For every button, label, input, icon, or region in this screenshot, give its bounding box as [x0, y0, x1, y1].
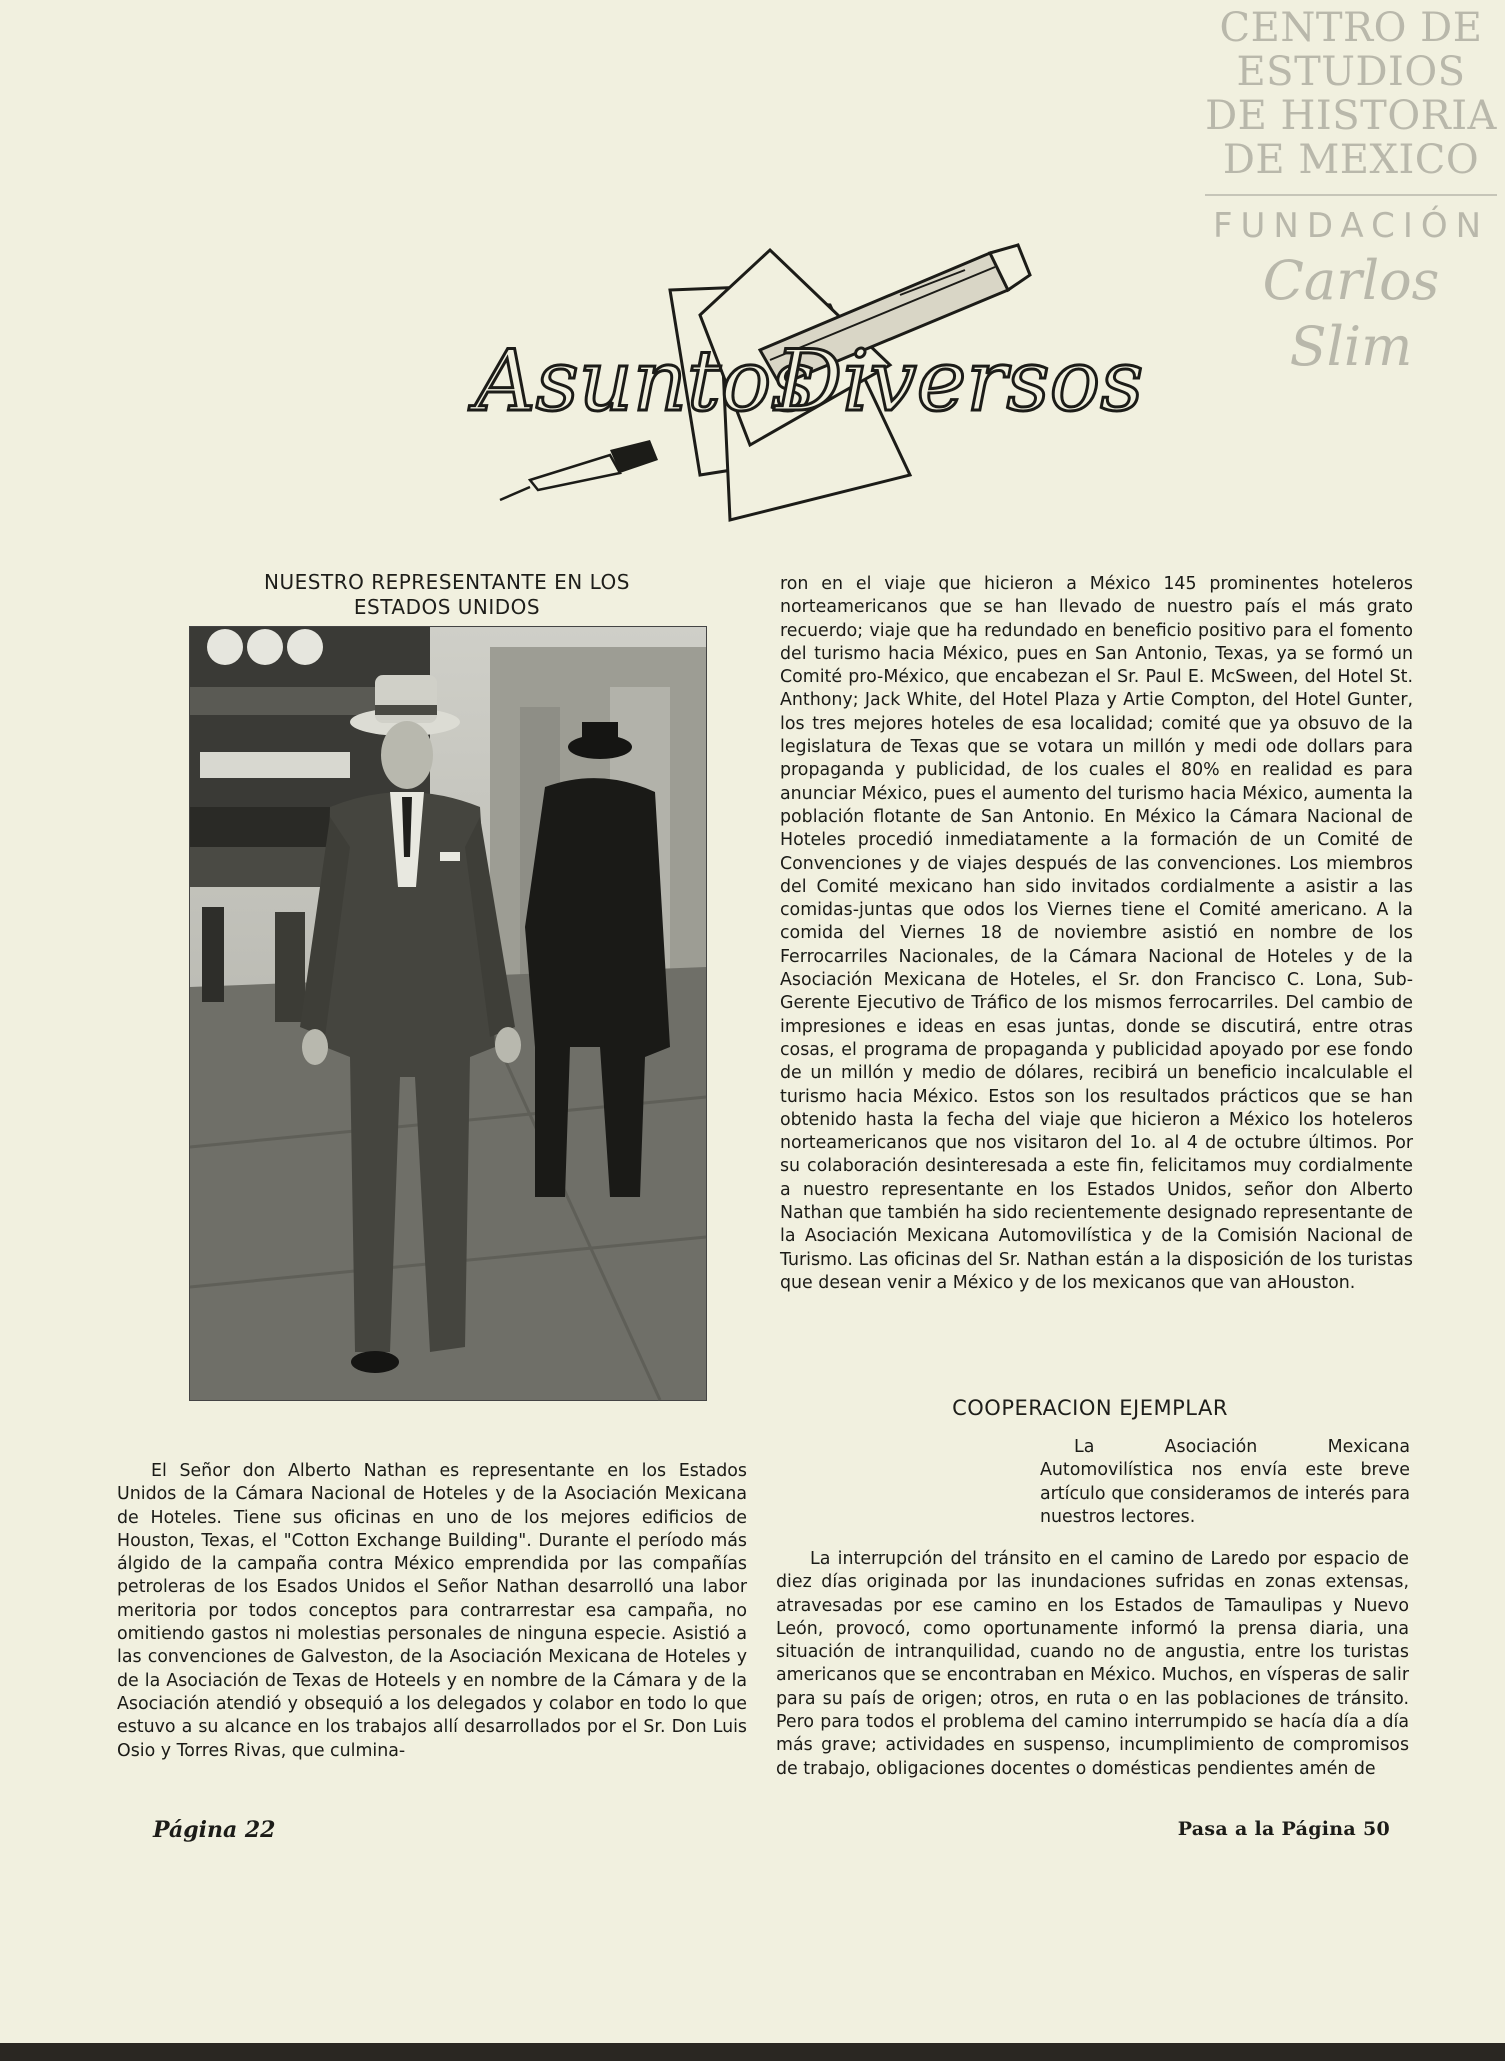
article-heading-line: ESTADOS UNIDOS [353, 595, 541, 619]
watermark-line: DE MEXICO [1222, 137, 1480, 183]
continued-on-page: Pasa a la Página 50 [1177, 1818, 1390, 1840]
watermark-signature: Carlos Slim [1262, 249, 1440, 378]
watermark-line: CENTRO DE [1219, 5, 1483, 51]
article2-body [776, 1548, 1409, 1781]
article1-right-paragraph: ron en el viaje que hicieron a México 145 prominentes hoteleros norteamericanos que se han llevado de nuestro país el más grato recuerdo; viaje que ha redundado en beneficio positivo para el fomento del turismo hacia México, pues en San Antonio, Texas, ya se formó un Comité pro-México, que encabezan el Sr. Paul E. McSween, del Hotel St. Anthony; Jack White, del Hotel Plaza y Artie Compton, del Hotel Gunter, los tres mejores hoteles de esa localidad; comité que ya obsuvo de la legislatura de Texas que se votara un millón y medi ode dollars para propaganda y publicidad, de los cuales el 80% en realidad es para anunciar México, pues el aumento del turismo hacia México, aumenta la población flotante de San Antonio. En México la Cámara Nacional de Hoteles procedió inmediatamente a la formación de un Comité de Convenciones y de viajes después de las convenciones. Los miembros del Comité mexicano han sido invitados cordialmente a asistir a las comidas-juntas que odos los Viernes tiene el Comité americano. A la comida del Viernes 18 de noviembre asistió en nombre de los Ferrocarriles Nacionales, de la Cámara Nacional de Hoteles y de la Asociación Mexicana de Hoteles, el Sr. don Francisco C. Lona, Sub-Gerente Ejecutivo de Tráfico de los mismos ferrocarriles. Del cambio de impresiones e ideas en esas juntas, donde se discutirá, entre otras cosas, el programa de propaganda y publicidad apoyado por ese fondo de un millón y medio de dólares, recibirá un beneficio incalculable el turismo hacia México. Estos son los resultados prácticos que se han obtenido hasta la fecha del viaje que hicieron a México los hoteleros norteamericanos que nos visitaron del 1o. al 4 de octubre últimos. Por su colaboración desinteresada a este fin, felicitamos muy cordialmente a nuestro representante en los Estados Unidos, señor don Alberto Nathan que también ha sido recientemente designado representante de la Asociación Mexicana Automovilística y de la Comisión Nacional de Turismo. Las oficinas del Sr. Nathan están a la disposición de los turistas que desean venir a México y de los mexicanos que van aHouston. [780, 574, 1413, 1293]
watermark [1205, 6, 1497, 380]
article-heading [189, 570, 705, 620]
article1-right-text [780, 573, 1413, 1295]
header-logo [470, 245, 1144, 535]
watermark-divider [1205, 194, 1497, 196]
header-word-asuntos: Asuntos [475, 332, 815, 430]
article-heading-line: NUESTRO REPRESENTANTE EN LOS [264, 570, 630, 594]
watermark-line: ESTUDIOS [1236, 49, 1466, 95]
article1-left-text [117, 1460, 747, 1763]
article2-intro-paragraph: La Asociación Mexicana Automovilística nos envía este breve artículo que consideramos de interés para nuestros lectores. [1040, 1437, 1410, 1527]
scan-edge [0, 2043, 1505, 2061]
page-number: Página 22 [153, 1817, 276, 1843]
header-word-diversos: Diversos [775, 332, 1144, 430]
photo-man-walking [189, 626, 707, 1401]
article2-heading: COOPERACION EJEMPLAR [952, 1396, 1228, 1420]
article2-body-paragraph: La interrupción del tránsito en el camino de Laredo por espacio de diez días originada por las inundaciones sufridas en zonas extensas, atravesadas por ese camino en los Estados de Tamaulipas y Nuevo León, provocó, como oportunamente informó la prensa diaria, una situación de intranquilidad, cuando no de angustia, entre los turistas americanos que se encontraban en México. Muchos, en vísperas de salir para su país de origen; otros, en ruta o en las poblaciones de tránsito. Pero para todos el problema del camino interrumpido se hacía día a día más grave; actividades en suspenso, incumplimiento de compromisos de trabajo, obligaciones docentes o domésticas pendientes amén de [776, 1549, 1409, 1779]
watermark-line: DE HISTORIA [1205, 93, 1497, 139]
article1-left-paragraph: El Señor don Alberto Nathan es representante en los Estados Unidos de la Cámara Nacional de Hoteles y de la Asociación Mexicana de Hoteles. Tiene sus oficinas en uno de los mejores edificios de Houston, Texas, el "Cotton Exchange Building". Durante el período más álgido de la campaña contra México emprendida por las compañías petroleras de los Esados Unidos el Señor Nathan desarrolló una labor meritoria por todos conceptos para contrarrestar esa campaña, no omitiendo gastos ni molestias personales de ninguna especie. Asistió a las convenciones de Galveston, de la Asociación Mexicana de Hoteles y de la Asociación de Texas de Hoteels y en nombre de la Cámara y de la Asociación atendió y obsequió a los delegados y colabor en todo lo que estuvo a su alcance en los trabajos allí desarrollados por el Sr. Don Luis Osio y Torres Rivas, que culmina- [117, 1461, 747, 1761]
article2-intro [1040, 1436, 1410, 1529]
watermark-fundacion: FUNDACIÓN [1212, 206, 1490, 246]
